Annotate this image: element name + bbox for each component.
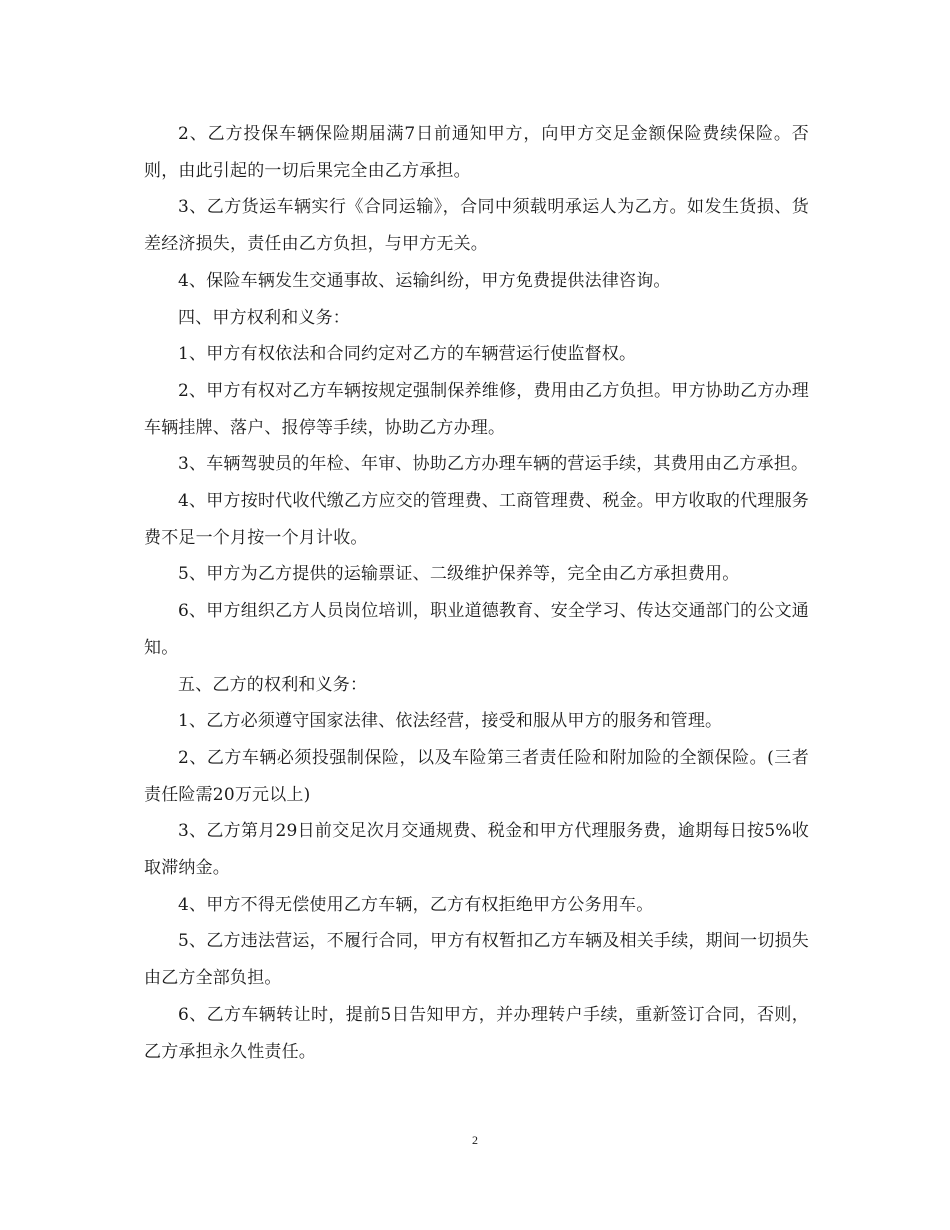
- section-heading: 四、甲方权利和义务：: [178, 307, 350, 328]
- document-body: [144, 116, 809, 1070]
- section-heading: 五、乙方的权利和义务：: [178, 674, 368, 695]
- paragraph: 2、甲方有权对乙方车辆按规定强制保养维修，费用由乙方负担。甲方协助乙方办理车辆挂牌、落户、报停等手续，协助乙方办理。: [144, 380, 809, 438]
- paragraph: 4、甲方按时代收代缴乙方应交的管理费、工商管理费、税金。甲方收取的代理服务费不足一个月按一个月计收。: [144, 491, 809, 548]
- paragraph: 4、甲方不得无偿使用乙方车辆，乙方有权拒绝甲方公务用车。: [178, 894, 654, 915]
- paragraph: 6、甲方组织乙方人员岗位培训，职业道德教育、安全学习、传达交通部门的公文通知。: [144, 601, 809, 658]
- paragraph: 1、乙方必须遵守国家法律、依法经营，接受和服从甲方的服务和管理。: [178, 711, 723, 732]
- paragraph: 6、乙方车辆转让时，提前5日告知甲方，并办理转户手续，重新签订合同，否则，乙方承担永久性责任。: [144, 1004, 809, 1062]
- paragraph: 4、保险车辆发生交通事故、运输纠纷，甲方免费提供法律咨询。: [178, 270, 671, 291]
- paragraph: 3、乙方货运车辆实行《合同运输》，合同中须载明承运人为乙方。如发生货损、货差经济损失，责任由乙方负担，与甲方无关。: [144, 197, 809, 255]
- page-number: 2: [472, 1133, 478, 1147]
- paragraph: 1、甲方有权依法和合同约定对乙方的车辆营运行使监督权。: [178, 344, 637, 365]
- paragraph: 3、车辆驾驶员的年检、年审、协助乙方办理车辆的营运手续，其费用由乙方承担。: [178, 454, 809, 475]
- paragraph: 5、甲方为乙方提供的运输票证、二级维护保养等，完全由乙方承担费用。: [178, 564, 740, 585]
- paragraph: 2、乙方车辆必须投强制保险，以及车险第三者责任险和附加险的全额保险。(三者责任险需20万元以上): [144, 747, 809, 805]
- paragraph: 3、乙方第月29日前交足次月交通规费、税金和甲方代理服务费，逾期每日按5%收取滞纳金。: [144, 821, 809, 879]
- paragraph: 5、乙方违法营运，不履行合同，甲方有权暂扣乙方车辆及相关手续，期间一切损失由乙方全部负担。: [144, 931, 809, 989]
- paragraph: 2、乙方投保车辆保险期届满7日前通知甲方，向甲方交足金额保险费续保险。否则，由此引起的一切后果完全由乙方承担。: [144, 124, 809, 181]
